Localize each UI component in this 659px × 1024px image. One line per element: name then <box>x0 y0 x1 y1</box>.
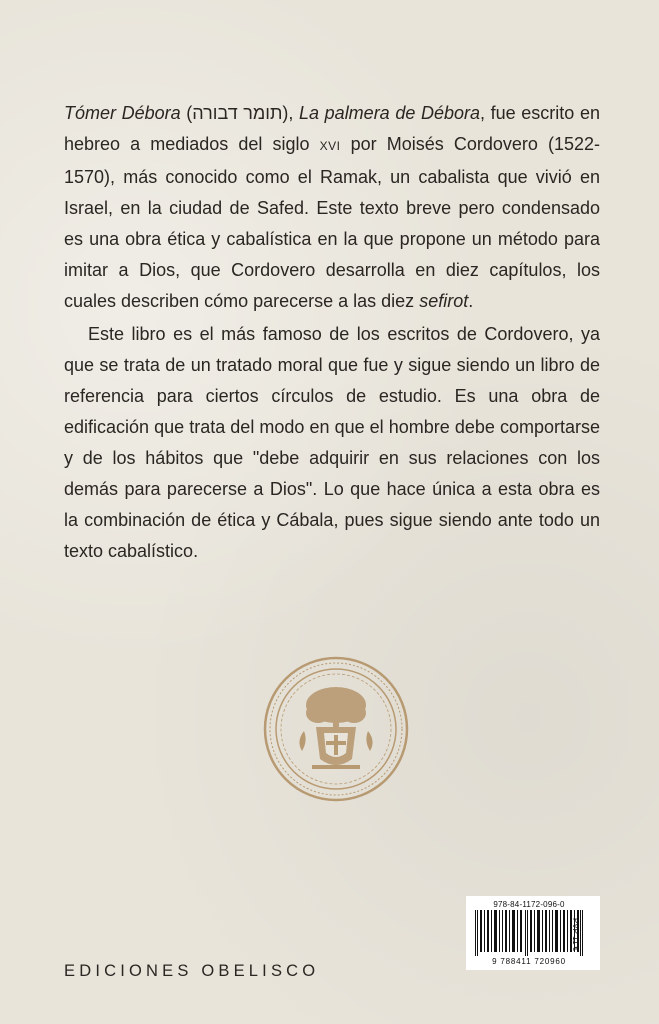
blurb-paragraph-2: Este libro es el más famoso de los escritos de Cordovero, ya que se trata de un tratado moral que fue y sigue siendo un libro de referencia para ciertos círculos de estudio. Es una obra de edificación que trata del modo en que el hombre debe comportarse y de los hábitos que "debe adquirir en sus relaciones con los demás para parecerse a Dios". Lo que hace única a esta obra es la combinación de ética y Cábala, pues sigue siendo ante todo un texto cabalístico. <box>64 324 600 561</box>
blurb-text-b: por Moisés Cordovero (1522-1570), más conocido como el Ramak, un cabalista que vivió en Israel, en la ciudad de Safed. Este texto breve pero condensado es una obra ética y cabalística en la que propone un método para imitar a Dios, que Cordovero desarrolla en diez capítulos, los cuales describen cómo parecerse a las diez <box>64 134 601 311</box>
publisher-name: EDICIONES OBELISCO <box>64 962 320 980</box>
sefirot-term: sefirot <box>419 291 469 311</box>
blurb-text-a: , fue escrito en hebreo a mediados del siglo <box>64 103 600 154</box>
book-title-translation: La palmera de Débora <box>299 103 481 123</box>
printer-mark-seal-icon <box>262 655 410 803</box>
price-label: PVP 11 € <box>571 918 580 952</box>
book-title-spanish: Tómer Débora <box>64 103 181 123</box>
barcode-label <box>466 896 600 970</box>
back-cover-blurb <box>64 98 600 567</box>
century-numeral: XVI <box>319 139 341 153</box>
book-title-hebrew: (תומר דבורה), <box>180 103 300 123</box>
barcode-digits: 9 788411 720960 <box>492 957 566 966</box>
blurb-paragraph-1 <box>64 98 600 317</box>
blurb-text-end: . <box>468 291 474 311</box>
barcode-icon <box>474 910 584 956</box>
isbn-text: 978-84-1172-096-0 <box>493 900 565 909</box>
